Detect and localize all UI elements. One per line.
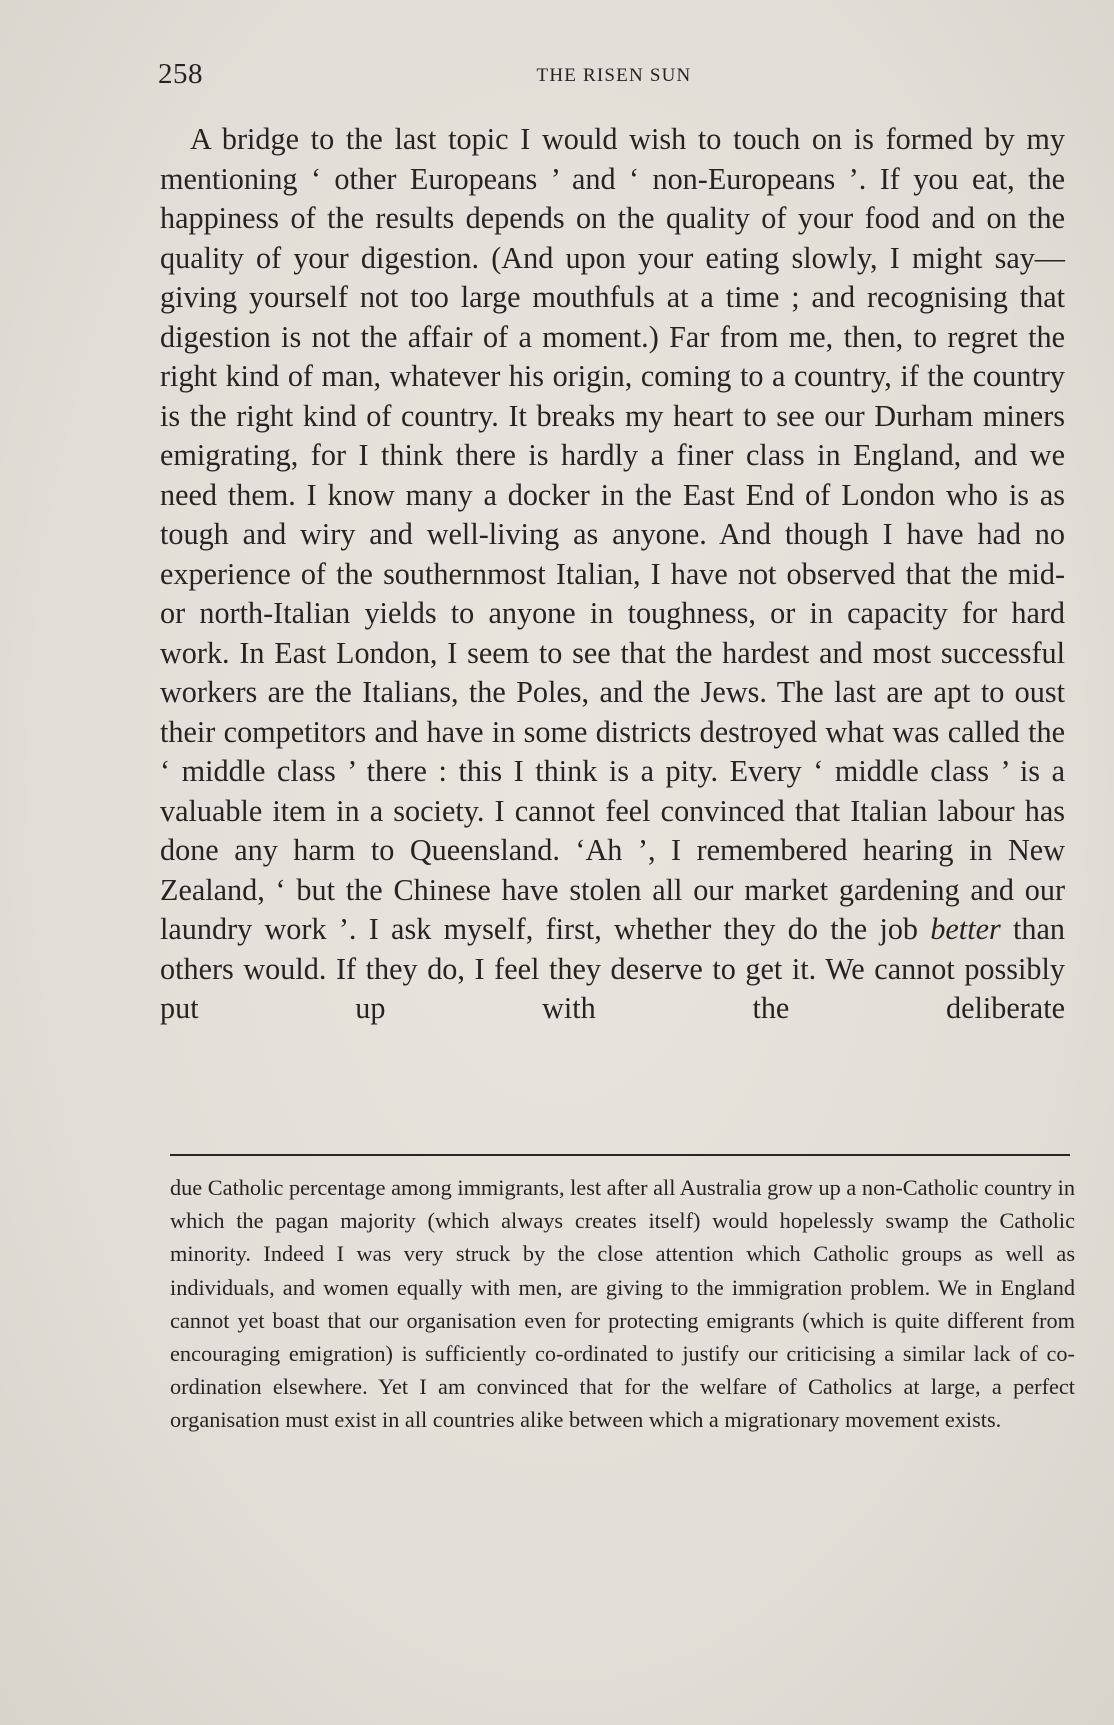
running-header [158, 58, 1070, 98]
emphasized-word: better [930, 912, 1001, 946]
page-number: 258 [158, 58, 203, 90]
footnote-divider [170, 1154, 1070, 1156]
body-paragraph [160, 120, 1065, 1029]
body-text-part-1: A bridge to the last topic I would wish to touch on is formed by my mentioning ‘ other Europeans ’ and ‘ non-Europeans ’. If you eat, the happiness of the results depends on the quality of your food and on the quality of your digestion. (And upon your eating slowly, I might say—giving yourself not too large mouthfuls at a time ; and recognising that digestion is not the affair of a moment.) Far from me, then, to regret the right kind of man, whatever his origin, coming to a country, if the country is the right kind of country. It breaks my heart to see our Durham miners emigrating, for I think there is hardly a finer class in England, and we need them. I know many a docker in the East End of London who is as tough and wiry and well-living as anyone. And though I have had no experience of the southernmost Italian, I have not observed that the mid- or north-Italian yields to anyone in toughness, or in capacity for hard work. In East London, I seem to see that the hardest and most successful workers are the Italians, the Poles, and the Jews. The last are apt to oust their competitors and have in some districts destroyed what was called the ‘ middle class ’ there : this I think is a pity. Every ‘ middle class ’ is a valuable item in a society. I cannot feel convinced that Italian labour has done any harm to Queensland. ‘Ah ’, I remembered hearing in New Zealand, ‘ but the Chinese have stolen all our market gardening and our laundry work ’. I ask myself, first, whether they do the job [160, 122, 1065, 946]
running-title: THE RISEN SUN [536, 65, 692, 86]
footnote: due Catholic percentage among immigrants, lest after all Australia grow up a non-Catholic country in which the pagan majority (which always creates itself) would hopelessly swamp the Catholic minority. Indeed I was very struck by the close attention which Catholic groups as well as individuals, and women equally with men, are giving to the immigration problem. We in England cannot yet boast that our organisation even for protecting emigrants (which is quite different from encouraging emigration) is sufficiently co-ordinated to justify our criticising a similar lack of co-ordination elsewhere. Yet I am convinced that for the welfare of Catholics at large, a perfect organisation must exist in all countries alike between which a migrationary movement exists. [170, 1175, 1075, 1433]
body-text-part-2: than others would. If they do, I feel they deserve to get it. We cannot possibly put up with the deliberate [160, 912, 1066, 1025]
